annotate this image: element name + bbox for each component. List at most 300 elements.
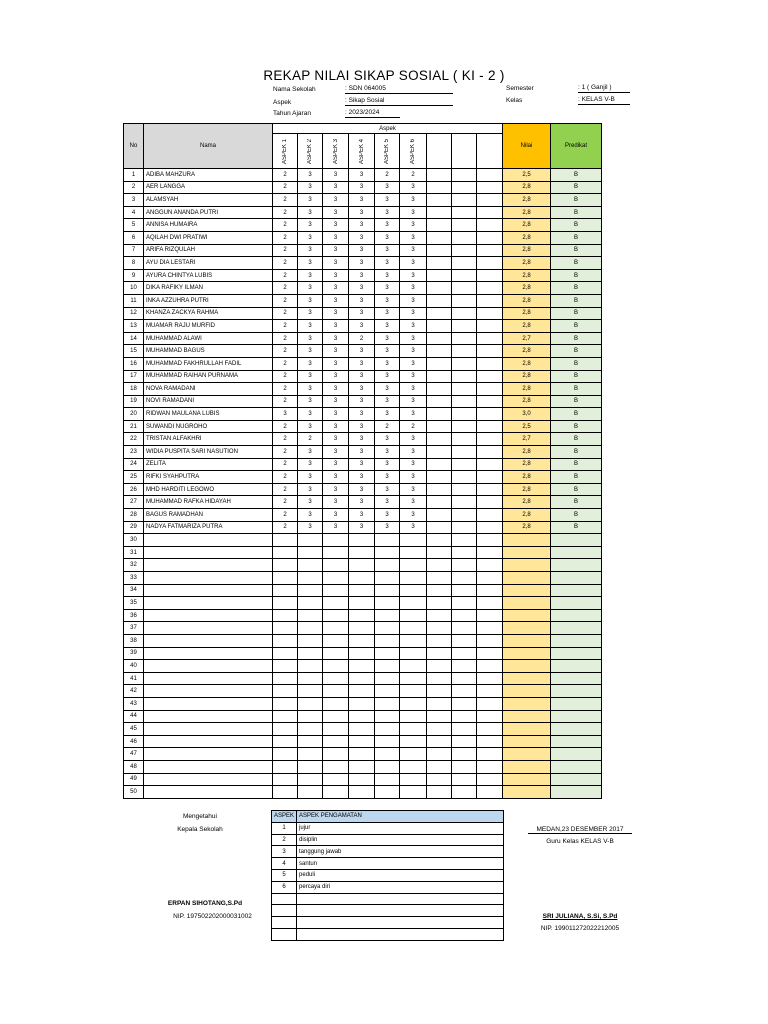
row-empty-cell	[273, 735, 298, 748]
row-empty-cell	[323, 622, 349, 635]
row-no: 31	[124, 546, 144, 559]
row-nilai: 2,8	[503, 471, 551, 484]
row-aspek-4: 3	[349, 446, 375, 459]
row-empty-cell	[452, 534, 477, 547]
row-aspek-4: 3	[349, 496, 375, 509]
row-nilai	[503, 622, 551, 635]
row-empty-cell	[323, 546, 349, 559]
row-aspek-1: 2	[273, 332, 298, 345]
row-predikat: B	[551, 521, 602, 534]
row-empty-cell	[349, 786, 375, 799]
row-empty-cell	[452, 345, 477, 358]
row-empty-cell	[323, 748, 349, 761]
row-nama: ANNISA HUMAIRA	[144, 219, 273, 232]
row-aspek-6: 3	[400, 206, 427, 219]
table-row-empty	[124, 597, 602, 610]
row-empty-cell	[427, 496, 452, 509]
row-aspek-4: 3	[349, 231, 375, 244]
row-empty-cell	[452, 269, 477, 282]
row-nama: ARIFA RIZQULAH	[144, 244, 273, 257]
row-predikat: B	[551, 383, 602, 396]
row-empty-cell	[273, 559, 298, 572]
row-empty-cell	[477, 760, 503, 773]
kelas-value: : KELAS V-B	[578, 96, 630, 105]
row-empty-cell	[452, 697, 477, 710]
row-predikat	[551, 597, 602, 610]
row-empty-cell	[400, 559, 427, 572]
row-nama: DIKA RAFIKY ILMAN	[144, 282, 273, 295]
row-aspek-3: 3	[323, 332, 349, 345]
row-empty-cell	[477, 483, 503, 496]
row-empty-cell	[375, 773, 400, 786]
row-aspek-1: 2	[273, 395, 298, 408]
row-empty-cell	[375, 572, 400, 585]
row-no: 29	[124, 521, 144, 534]
row-nilai: 2,8	[503, 257, 551, 270]
row-nilai: 3,0	[503, 408, 551, 421]
row-empty-cell	[427, 345, 452, 358]
row-empty-cell	[144, 634, 273, 647]
row-aspek-2: 3	[298, 332, 323, 345]
row-empty-cell	[323, 572, 349, 585]
row-empty-cell	[477, 282, 503, 295]
row-empty-cell	[400, 622, 427, 635]
row-empty-cell	[477, 332, 503, 345]
row-aspek-1: 3	[273, 408, 298, 421]
row-aspek-4: 3	[349, 345, 375, 358]
row-empty-cell	[144, 786, 273, 799]
table-row-empty	[124, 546, 602, 559]
row-nama: ZELITA	[144, 458, 273, 471]
row-empty-cell	[452, 206, 477, 219]
row-empty-cell	[427, 735, 452, 748]
row-aspek-5: 3	[375, 244, 400, 257]
row-aspek-4: 3	[349, 244, 375, 257]
row-predikat: B	[551, 433, 602, 446]
row-empty-cell	[375, 609, 400, 622]
table-row	[124, 509, 602, 522]
row-empty-cell	[400, 748, 427, 761]
row-empty-cell	[452, 420, 477, 433]
row-empty-cell	[452, 496, 477, 509]
row-empty-cell	[298, 609, 323, 622]
row-empty-cell	[427, 672, 452, 685]
row-aspek-3: 3	[323, 420, 349, 433]
row-empty-cell	[273, 710, 298, 723]
row-empty-cell	[144, 723, 273, 736]
row-empty-cell	[477, 420, 503, 433]
row-predikat: B	[551, 181, 602, 194]
row-predikat	[551, 685, 602, 698]
row-empty-cell	[298, 748, 323, 761]
row-aspek-5: 3	[375, 483, 400, 496]
row-aspek-3: 3	[323, 307, 349, 320]
row-no: 10	[124, 282, 144, 295]
row-empty-cell	[477, 471, 503, 484]
row-empty-cell	[323, 559, 349, 572]
row-aspek-5: 3	[375, 206, 400, 219]
row-aspek-2: 3	[298, 194, 323, 207]
row-no: 3	[124, 194, 144, 207]
row-empty-cell	[452, 395, 477, 408]
header-aspek-empty	[477, 134, 503, 169]
row-no: 14	[124, 332, 144, 345]
row-aspek-2: 3	[298, 294, 323, 307]
row-aspek-5: 2	[375, 169, 400, 182]
row-aspek-6: 3	[400, 244, 427, 257]
row-aspek-4: 3	[349, 383, 375, 396]
row-empty-cell	[375, 597, 400, 610]
row-nama: KHANZA ZACKYA RAHMA	[144, 307, 273, 320]
row-empty-cell	[477, 622, 503, 635]
row-nama: MUAMAR RAJU MURFID	[144, 320, 273, 333]
row-nama: RIDWAN MAULANA LUBIS	[144, 408, 273, 421]
row-nilai: 2,8	[503, 383, 551, 396]
row-empty-cell	[323, 697, 349, 710]
row-nilai	[503, 609, 551, 622]
row-predikat	[551, 773, 602, 786]
row-empty-cell	[477, 509, 503, 522]
row-empty-cell	[452, 622, 477, 635]
row-empty-cell	[273, 723, 298, 736]
row-empty-cell	[452, 634, 477, 647]
row-aspek-2: 3	[298, 446, 323, 459]
row-empty-cell	[349, 773, 375, 786]
row-aspek-3: 3	[323, 483, 349, 496]
row-empty-cell	[349, 748, 375, 761]
row-empty-cell	[298, 723, 323, 736]
row-aspek-4: 3	[349, 483, 375, 496]
row-no: 40	[124, 660, 144, 673]
row-empty-cell	[452, 647, 477, 660]
row-nama: NOVA RAMADANI	[144, 383, 273, 396]
row-aspek-2: 3	[298, 509, 323, 522]
row-empty-cell	[323, 597, 349, 610]
row-predikat: B	[551, 420, 602, 433]
row-aspek-6: 3	[400, 496, 427, 509]
row-nama: MUHAMMAD RAFKA HIDAYAH	[144, 496, 273, 509]
row-empty-cell	[349, 710, 375, 723]
row-predikat: B	[551, 446, 602, 459]
row-empty-cell	[427, 370, 452, 383]
row-empty-cell	[427, 710, 452, 723]
row-empty-cell	[144, 622, 273, 635]
row-empty-cell	[375, 710, 400, 723]
row-no: 35	[124, 597, 144, 610]
row-no: 12	[124, 307, 144, 320]
row-nilai	[503, 546, 551, 559]
row-nama: AQILAH DWI PRATIWI	[144, 231, 273, 244]
row-predikat	[551, 546, 602, 559]
row-aspek-5: 3	[375, 332, 400, 345]
row-nilai: 2,8	[503, 521, 551, 534]
aspek-header-no: ASPEK	[272, 811, 297, 823]
row-nilai: 2,8	[503, 446, 551, 459]
row-predikat: B	[551, 483, 602, 496]
row-empty-cell	[452, 584, 477, 597]
row-nama: MUHAMMAD BAGUS	[144, 345, 273, 358]
row-predikat: B	[551, 219, 602, 232]
row-aspek-2: 3	[298, 244, 323, 257]
header-aspek-6: ASPEK 6	[410, 138, 416, 164]
row-aspek-6: 3	[400, 194, 427, 207]
row-empty-cell	[273, 672, 298, 685]
row-empty-cell	[477, 710, 503, 723]
row-empty-cell	[298, 685, 323, 698]
row-aspek-1: 2	[273, 458, 298, 471]
row-predikat	[551, 609, 602, 622]
row-empty-cell	[477, 609, 503, 622]
row-no: 30	[124, 534, 144, 547]
row-empty-cell	[144, 760, 273, 773]
aspek-name: santun	[297, 858, 504, 870]
row-nilai: 2,8	[503, 496, 551, 509]
row-no: 27	[124, 496, 144, 509]
table-row	[124, 521, 602, 534]
aspek-row	[272, 858, 504, 870]
row-nilai: 2,8	[503, 206, 551, 219]
row-no: 23	[124, 446, 144, 459]
row-nilai: 2,8	[503, 231, 551, 244]
row-empty-cell	[144, 660, 273, 673]
row-empty-cell	[349, 584, 375, 597]
row-aspek-2: 3	[298, 471, 323, 484]
row-empty-cell	[427, 748, 452, 761]
row-predikat	[551, 572, 602, 585]
row-nama: NADYA FATMARIZA PUTRA	[144, 521, 273, 534]
row-empty-cell	[427, 483, 452, 496]
aspek-name: disiplin	[297, 834, 504, 846]
row-aspek-3: 3	[323, 219, 349, 232]
row-aspek-5: 3	[375, 294, 400, 307]
row-aspek-1: 2	[273, 219, 298, 232]
row-empty-cell	[452, 332, 477, 345]
aspek-label: Aspek	[273, 99, 292, 106]
row-empty-cell	[427, 383, 452, 396]
row-no: 33	[124, 572, 144, 585]
aspek-name: tanggung jawab	[297, 846, 504, 858]
aspek-header-pengamatan: ASPEK PENGAMATAN	[297, 811, 504, 823]
row-predikat	[551, 634, 602, 647]
row-empty-cell	[427, 231, 452, 244]
row-empty-cell	[349, 723, 375, 736]
header-aspek: Aspek	[273, 124, 503, 134]
row-aspek-2: 2	[298, 433, 323, 446]
row-empty-cell	[452, 483, 477, 496]
row-empty-cell	[427, 559, 452, 572]
row-aspek-6: 3	[400, 231, 427, 244]
table-row-empty	[124, 634, 602, 647]
row-empty-cell	[349, 546, 375, 559]
row-aspek-5: 3	[375, 181, 400, 194]
row-empty-cell	[477, 181, 503, 194]
guru-kelas-label: Guru Kelas KELAS V-B	[546, 838, 614, 845]
row-no: 45	[124, 723, 144, 736]
row-aspek-4: 3	[349, 395, 375, 408]
row-aspek-6: 3	[400, 257, 427, 270]
row-aspek-2: 3	[298, 206, 323, 219]
row-empty-cell	[477, 370, 503, 383]
row-aspek-1: 2	[273, 269, 298, 282]
row-empty-cell	[477, 294, 503, 307]
row-empty-cell	[144, 672, 273, 685]
row-aspek-2: 3	[298, 169, 323, 182]
row-empty-cell	[452, 609, 477, 622]
header-nilai: Nilai	[503, 124, 551, 169]
row-empty-cell	[298, 760, 323, 773]
row-aspek-5: 3	[375, 357, 400, 370]
row-empty-cell	[427, 446, 452, 459]
row-empty-cell	[477, 446, 503, 459]
row-aspek-6: 3	[400, 357, 427, 370]
kepala-sekolah-name: ERPAN SIHOTANG,S.Pd	[167, 900, 243, 907]
row-aspek-1: 2	[273, 483, 298, 496]
row-no: 1	[124, 169, 144, 182]
row-empty-cell	[452, 572, 477, 585]
row-no: 34	[124, 584, 144, 597]
row-aspek-3: 3	[323, 496, 349, 509]
table-row-empty	[124, 723, 602, 736]
row-empty-cell	[452, 219, 477, 232]
nama-sekolah-value: : SDN 064005	[345, 85, 453, 94]
row-nilai	[503, 760, 551, 773]
aspek-pengamatan-table	[271, 810, 504, 941]
row-nama: MUHAMMAD FAKHRULLAH FADIL	[144, 357, 273, 370]
row-empty-cell	[452, 446, 477, 459]
row-aspek-5: 3	[375, 320, 400, 333]
table-row	[124, 294, 602, 307]
row-empty-cell	[427, 584, 452, 597]
row-aspek-5: 3	[375, 433, 400, 446]
row-nama: NOVI RAMADANI	[144, 395, 273, 408]
row-empty-cell	[273, 697, 298, 710]
row-nama: MUHAMMAD ALAWI	[144, 332, 273, 345]
row-empty-cell	[298, 546, 323, 559]
row-aspek-5: 3	[375, 269, 400, 282]
row-aspek-5: 3	[375, 521, 400, 534]
guru-kelas-name: SRI JULIANA, S.Si, S.Pd	[542, 913, 618, 920]
row-predikat	[551, 723, 602, 736]
row-empty-cell	[400, 584, 427, 597]
row-empty-cell	[477, 546, 503, 559]
row-empty-cell	[400, 723, 427, 736]
row-empty-cell	[400, 786, 427, 799]
table-row-empty	[124, 773, 602, 786]
aspek-row-empty	[272, 928, 504, 940]
row-empty-cell	[349, 572, 375, 585]
row-aspek-2: 3	[298, 496, 323, 509]
row-empty-cell	[298, 622, 323, 635]
row-nama: AYURA CHINTYA LUBIS	[144, 269, 273, 282]
row-empty-cell	[349, 647, 375, 660]
row-aspek-3: 3	[323, 231, 349, 244]
row-empty-cell	[427, 697, 452, 710]
row-aspek-5: 3	[375, 408, 400, 421]
row-aspek-6: 3	[400, 307, 427, 320]
row-empty-cell	[375, 584, 400, 597]
header-aspek-empty	[452, 134, 477, 169]
kepala-sekolah-nip: NIP. 197502202000031002	[173, 913, 252, 920]
row-empty-cell	[477, 194, 503, 207]
row-empty-cell	[144, 572, 273, 585]
header-aspek-empty	[427, 134, 452, 169]
row-empty-cell	[323, 685, 349, 698]
row-predikat	[551, 622, 602, 635]
row-nilai: 2,8	[503, 458, 551, 471]
row-no: 36	[124, 609, 144, 622]
row-aspek-2: 3	[298, 483, 323, 496]
row-no: 41	[124, 672, 144, 685]
row-empty-cell	[477, 786, 503, 799]
table-row	[124, 231, 602, 244]
row-empty-cell	[452, 294, 477, 307]
row-empty-cell	[452, 357, 477, 370]
rekap-table	[123, 123, 602, 799]
row-no: 32	[124, 559, 144, 572]
row-aspek-6: 3	[400, 181, 427, 194]
table-row	[124, 206, 602, 219]
row-empty-cell	[477, 660, 503, 673]
row-nilai: 2,8	[503, 307, 551, 320]
row-empty-cell	[452, 672, 477, 685]
row-aspek-3: 3	[323, 282, 349, 295]
row-aspek-4: 3	[349, 370, 375, 383]
row-aspek-3: 3	[323, 471, 349, 484]
row-no: 39	[124, 647, 144, 660]
row-empty-cell	[452, 194, 477, 207]
row-empty-cell	[427, 169, 452, 182]
row-empty-cell	[323, 773, 349, 786]
row-aspek-1: 2	[273, 294, 298, 307]
row-nilai: 2,5	[503, 169, 551, 182]
row-aspek-6: 3	[400, 320, 427, 333]
row-aspek-1: 2	[273, 231, 298, 244]
row-predikat: B	[551, 496, 602, 509]
row-predikat	[551, 559, 602, 572]
row-no: 37	[124, 622, 144, 635]
header-aspek-4: ASPEK 4	[358, 138, 365, 164]
row-empty-cell	[323, 534, 349, 547]
row-empty-cell	[427, 219, 452, 232]
table-row	[124, 471, 602, 484]
row-empty-cell	[298, 572, 323, 585]
row-empty-cell	[400, 697, 427, 710]
row-aspek-3: 3	[323, 294, 349, 307]
row-nilai: 2,8	[503, 357, 551, 370]
row-empty-cell	[400, 546, 427, 559]
aspek-row	[272, 881, 504, 893]
row-empty-cell	[452, 307, 477, 320]
row-empty-cell	[427, 420, 452, 433]
row-predikat	[551, 584, 602, 597]
row-empty-cell	[349, 672, 375, 685]
row-empty-cell	[400, 534, 427, 547]
row-empty-cell	[144, 773, 273, 786]
row-predikat: B	[551, 169, 602, 182]
row-aspek-6: 3	[400, 408, 427, 421]
row-empty-cell	[477, 634, 503, 647]
row-aspek-4: 3	[349, 307, 375, 320]
row-empty-cell	[323, 584, 349, 597]
row-predikat: B	[551, 307, 602, 320]
row-empty-cell	[273, 572, 298, 585]
aspek-empty-cell	[272, 928, 297, 940]
row-empty-cell	[349, 697, 375, 710]
row-empty-cell	[477, 572, 503, 585]
row-aspek-6: 3	[400, 433, 427, 446]
page-title: REKAP NILAI SIKAP SOSIAL ( KI - 2 )	[263, 68, 505, 83]
row-aspek-1: 2	[273, 194, 298, 207]
